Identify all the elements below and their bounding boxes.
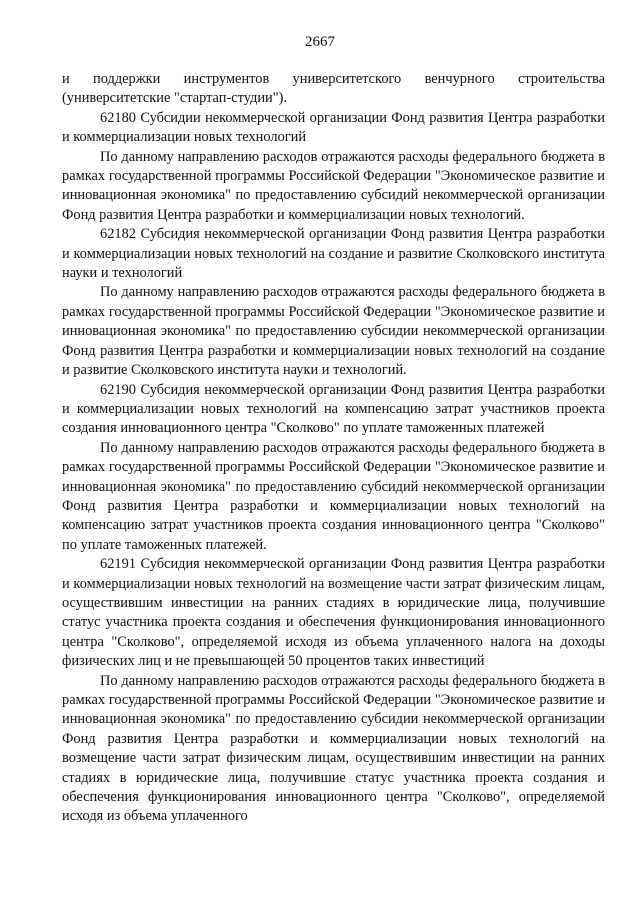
paragraph-62190-description: По данному направлению расходов отражаются расходы федерального бюджета в рамках государственной программы Российской Федерации "Экономическое развитие и инновационная экономика" по предоставлению субсидий некоммерческой организации Фонд развития Центра разработки и коммерциализации новых технологий на компенсацию затрат участников проекта создания инновационного центра "Сколково" по уплате таможенных платежей. (62, 439, 605, 553)
paragraph-62182-description: По данному направлению расходов отражаются расходы федерального бюджета в рамках государственной программы Российской Федерации "Экономическое развитие и инновационная экономика" по предоставлению субсидии некоммерческой организации Фонд развития Центра разработки и коммерциализации новых технологий на создание и развитие Сколковского института науки и технологий. (62, 284, 605, 379)
paragraph-continuation: и поддержки инструментов университетского венчурного строительства (университетские "стартап-студии"). (62, 71, 605, 107)
heading-62191: 62191 Субсидия некоммерческой организации Фонд развития Центра разработки и коммерциализации новых технологий на возмещение части затрат физическим лицам, осуществившим инвестиции на ранних стадиях в юридические лица, получившие статус участника проекта создания и обеспечения функционирования инновационного центра "Сколково", определяемой исходя из объема уплаченного налога на доходы физических лиц и не превышающей 50 процентов таких инвестиций (62, 556, 605, 670)
paragraph-62180-description: По данному направлению расходов отражаются расходы федерального бюджета в рамках государственной программы Российской Федерации "Экономическое развитие и инновационная экономика" по предоставлению субсидий некоммерческой организации Фонд развития Центра разработки и коммерциализации новых технологий. (62, 148, 605, 223)
paragraph-62191-description: По данному направлению расходов отражаются расходы федерального бюджета в рамках государственной программы Российской Федерации "Экономическое развитие и инновационная экономика" по предоставлению субсидии некоммерческой организации Фонд развития Центра разработки и коммерциализации новых технологий на возмещение части затрат физическим лицам, осуществившим инвестиции на ранних стадиях в юридические лица, получившие статус участника проекта создания и обеспечения функционирования инновационного центра "Сколково", определяемой исходя из объема уплаченного (62, 672, 605, 825)
document-body (62, 70, 605, 827)
page-number: 2667 (305, 34, 335, 50)
heading-62190: 62190 Субсидия некоммерческой организации Фонд развития Центра разработки и коммерциализации новых технологий на компенсацию затрат участников проекта создания инновационного центра "Сколково" по уплате таможенных платежей (62, 381, 605, 437)
heading-62182: 62182 Субсидия некоммерческой организации Фонд развития Центра разработки и коммерциализации новых технологий на создание и развитие Сколковского института науки и технологий (62, 226, 605, 282)
heading-62180: 62180 Субсидии некоммерческой организации Фонд развития Центра разработки и коммерциализации новых технологий (62, 109, 605, 146)
